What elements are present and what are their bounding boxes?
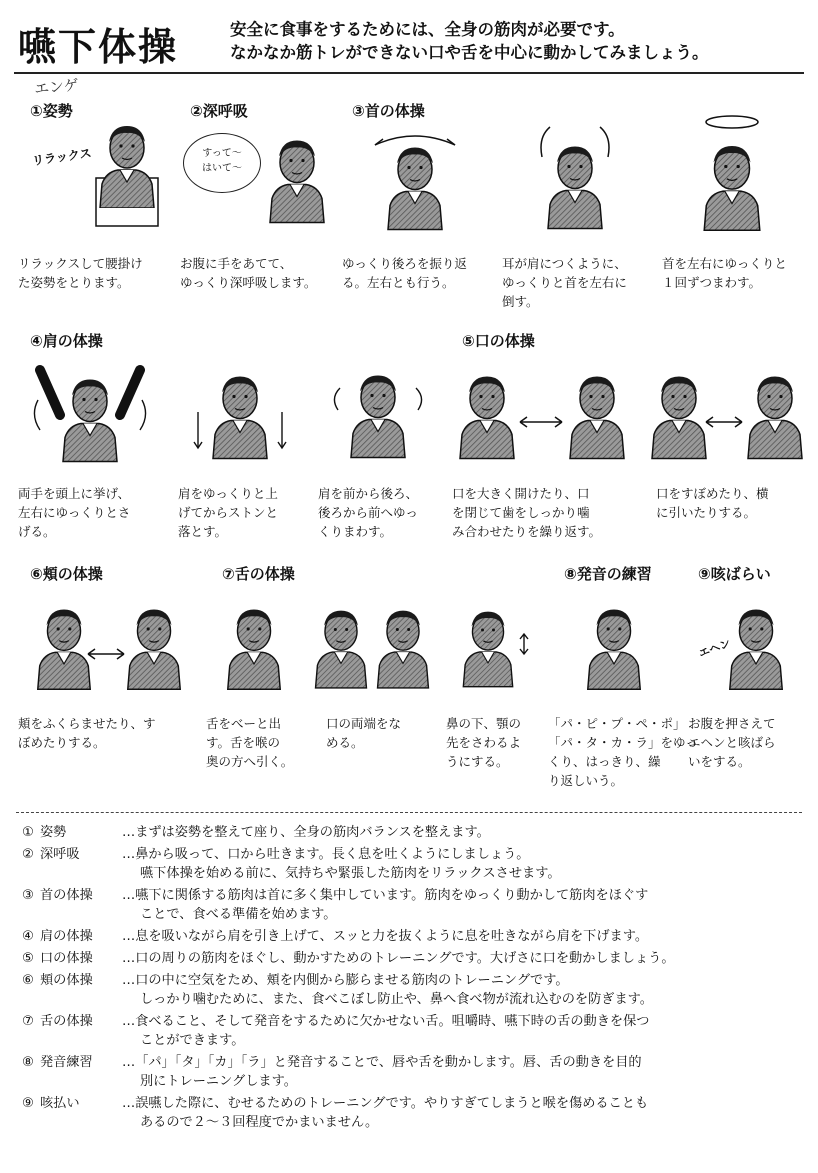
summary-item-name: 舌の体操 [40,1014,93,1029]
caption-shoulder-arms [18,484,130,541]
bubble-inhale: すって〜 [202,148,242,159]
summary-item-text: …食べること、そして発音をするために欠かせない舌。咀嚼時、嚥下時の舌の動きを保つ [122,1014,650,1029]
heading-posture: ①姿勢 [30,102,73,120]
shoulder-drop-figure [190,352,290,464]
summary-item-number: ⑤ [22,951,34,966]
summary-item-name: 首の体操 [40,888,93,903]
handwritten-note: エンゲ [33,75,80,99]
caption-pronunciation [548,714,698,790]
caption-line: める。 [326,735,364,750]
summary-item-heading [22,824,122,842]
summary-item-heading [22,887,122,905]
heading-cheek-exercise: ⑥頬の体操 [30,565,103,583]
summary-item-text: あるので２～３回程度でかまいません。 [140,1115,379,1130]
caption-line: くり、はっきり、繰 [548,754,661,769]
summary-item-text: …誤嚥した際に、むせるためのトレーニングです。やりすぎてしまうと喉を傷めることも [122,1096,649,1111]
heading-cough: ⑨咳ばらい [698,565,771,583]
caption-line: を閉じて歯をしっかり噛 [452,505,590,520]
caption-line: 「パ・タ・カ・ラ」をゆっ [548,735,698,750]
summary-item-number: ③ [22,888,34,903]
caption-shoulder-roll [318,484,418,541]
caption-line: 口の両端をな [326,716,402,731]
caption-line: １回ずつまわす。 [662,275,762,290]
caption-line: り返しいう。 [548,773,624,788]
summary-item-name: 口の体操 [40,951,93,966]
caption-line: お腹を押さえて [688,716,776,731]
caption-line: 首を左右にゆっくりと [662,256,787,271]
caption-line: た姿勢をとります。 [18,275,130,290]
caption-line: ゆっくり後ろを振り返 [342,256,467,271]
pronunciation-figure [580,584,652,696]
bubble-exhale: はいて〜 [202,163,242,174]
summary-item-text: ことで、食べる準備を始めます。 [140,907,337,922]
neck-turn-figure [370,125,460,235]
summary-item-text: ことができます。 [140,1033,245,1048]
summary-item-number: ② [22,847,34,862]
summary-item-heading [22,846,122,864]
speech-bubble [183,133,261,193]
tongue-out-figure [220,584,290,696]
intro-line-1: 安全に食事をするためには、全身の筋肉が必要です。 [230,20,625,39]
caption-line: ゆっくりと首を左右に [502,275,627,290]
caption-tongue-lick [326,714,401,752]
caption-line: げる。 [18,524,56,539]
summary-item-heading [22,1054,122,1072]
caption-line: み合わせたりを繰り返す。 [452,524,602,539]
caption-line: 舌をべーと出 [206,716,282,731]
caption-neck-turn [342,254,467,292]
tongue-reach-figure [456,584,536,696]
caption-cough [688,714,776,771]
caption-line: げてからストンと [178,505,279,520]
summary-item-name: 咳払い [40,1096,80,1111]
title-rule [14,72,804,74]
caption-line: 口を大きく開けたり、口 [452,486,590,501]
summary-item-heading [22,1095,122,1113]
summary-item-heading [22,1013,122,1031]
tongue-lick-figure [308,584,438,696]
shoulder-arms-up-figure [30,355,150,465]
summary-item-name: 姿勢 [40,825,67,840]
summary-item-text: …鼻から吸って、口から吐きます。長く息を吐くようにしましょう。 [122,847,530,862]
summary-item-text: …口の周りの筋肉をほぐし、動かすためのトレーニングです。大げさに口を動かしましょう。 [122,951,675,966]
caption-line: いをする。 [688,754,751,769]
caption-line: る。左右とも行う。 [342,275,455,290]
summary-item-name: 深呼吸 [40,847,80,862]
relax-label: リラックス [31,145,93,169]
summary-item-name: 頬の体操 [40,973,93,988]
shoulder-roll-figure [328,350,428,465]
caption-tongue-reach [446,714,521,771]
cheek-figure [30,584,190,696]
caption-line: 両手を頭上に挙げ、 [18,486,131,501]
mouth-open-close-figure [452,352,642,464]
heading-tongue-exercise: ⑦舌の体操 [222,565,295,583]
caption-line: 肩を前から後ろ、 [318,486,419,501]
caption-line: リラックスして腰掛け [18,256,143,271]
summary-item-name: 肩の体操 [40,929,93,944]
intro-text [230,18,709,64]
page-title: 嚥下体操 [18,25,179,69]
caption-line: 頬をふくらませたり、す [18,716,156,731]
caption-line: ぼめたりする。 [18,735,106,750]
summary-item-number: ① [22,825,34,840]
posture-figure [92,118,162,228]
deep-breath-figure [262,130,332,230]
caption-cheek [18,714,156,752]
summary-item-name: 発音練習 [40,1055,93,1070]
summary-item-heading [22,928,122,946]
mouth-purse-figure [644,352,814,464]
summary-item-number: ⑧ [22,1055,34,1070]
summary-item-number: ⑥ [22,973,34,988]
caption-line: 口をすぼめたり、横 [656,486,769,501]
caption-neck-roll [662,254,787,292]
summary-item-text: …嚥下に関係する筋肉は首に多く集中しています。筋肉をゆっくり動かして筋肉をほぐす [122,888,649,903]
caption-line: 落とす。 [178,524,228,539]
heading-deep-breath: ②深呼吸 [190,102,248,120]
summary-item-number: ⑨ [22,1096,34,1111]
caption-tongue-out [206,714,293,771]
caption-neck-tilt [502,254,627,311]
summary-item-heading [22,972,122,990]
caption-line: 肩をゆっくりと上 [178,486,278,501]
summary-divider [16,812,802,813]
caption-line: くりまわす。 [318,524,393,539]
summary-item-text: …「パ」「タ」「カ」「ラ」と発音することで、唇や舌を動かします。唇、舌の動きを目的 [122,1055,642,1070]
caption-line: 左右にゆっくりとさ [18,505,131,520]
caption-line: 耳が肩につくように、 [502,256,627,271]
intro-line-2: なかなか筋トレができない口や舌を中心に動かしてみましょう。 [230,43,709,62]
caption-line: ゆっくり深呼吸します。 [180,275,317,290]
caption-line: お腹に手をあてて、 [180,256,293,271]
caption-mouth-purse [656,484,769,522]
heading-shoulder-exercise: ④肩の体操 [30,332,103,350]
summary-item-heading [22,950,122,968]
summary-item-number: ④ [22,929,34,944]
caption-mouth-open [452,484,601,541]
neck-tilt-figure [530,122,620,234]
summary-item-number: ⑦ [22,1014,34,1029]
heading-neck-exercise: ③首の体操 [352,102,425,120]
summary-item-text: …息を吸いながら肩を引き上げて、スッと力を抜くように息を吐きながら肩を下げます。 [122,929,649,944]
caption-line: す。舌を喉の [206,735,281,750]
heading-mouth-exercise: ⑤口の体操 [462,332,535,350]
caption-line: 先をさわるよ [446,735,522,750]
caption-posture [18,254,143,292]
summary-item-text: …口の中に空気をため、頬を内側から膨らませる筋肉のトレーニングです。 [122,973,569,988]
summary-item-text: …まずは姿勢を整えて座り、全身の筋肉バランスを整えます。 [122,825,490,840]
caption-line: 鼻の下、顎の [446,716,522,731]
caption-line: 「パ・ピ・プ・ペ・ポ」 [548,716,686,731]
caption-shoulder-drop [178,484,278,541]
caption-line: エヘンと咳ばら [688,735,776,750]
caption-line: 倒す。 [502,294,539,309]
neck-roll-figure [684,110,780,235]
heading-pronunciation: ⑧発音の練習 [564,565,652,583]
caption-line: うにする。 [446,754,509,769]
caption-line: 後ろから前へゆっ [318,505,418,520]
caption-line: 奥の方へ引く。 [206,754,294,769]
summary-item-text: 嚥下体操を始める前に、気持ちや緊張した筋肉をリラックスさせます。 [140,866,561,881]
cough-sound-label: エヘン [696,636,733,661]
summary-item-text: しっかり噛むために、また、食べこぼし防止や、鼻へ食べ物が流れ込むのを防ぎます。 [140,992,653,1007]
caption-deep-breath [180,254,316,292]
caption-line: に引いたりする。 [656,505,757,520]
summary-item-text: 別にトレーニングします。 [140,1074,297,1089]
